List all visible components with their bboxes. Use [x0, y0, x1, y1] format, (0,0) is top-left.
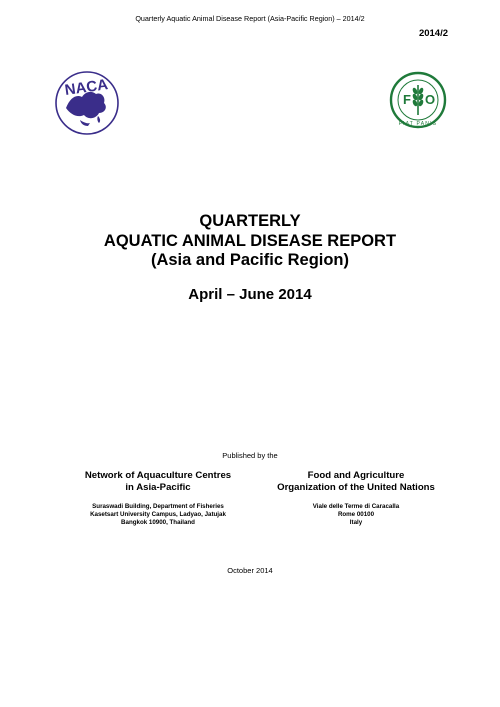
- publisher-address: [58, 503, 258, 528]
- naca-logo-icon: [54, 70, 120, 136]
- address-line-1: Suraswadi Building, Department of Fisheries: [92, 503, 224, 510]
- fao-motto: FIAT PANIS: [398, 121, 438, 127]
- title-line-2: AQUATIC ANIMAL DISEASE REPORT: [103, 231, 397, 250]
- issue-number: 2014/2: [418, 28, 448, 39]
- svg-text:F: F: [403, 92, 411, 107]
- report-title: [0, 212, 500, 271]
- naca-logo-text: NACA: [63, 76, 110, 99]
- publisher-address: [256, 503, 456, 528]
- publisher-name-line-1: Network of Aquaculture Centres: [84, 470, 232, 481]
- publication-date: October 2014: [227, 566, 273, 575]
- address-line-2: Rome 00100: [337, 511, 375, 519]
- address-line-2: Kasetsart University Campus, Ladyao, Jatujak: [90, 511, 226, 519]
- fao-logo-icon: [389, 71, 447, 129]
- publisher-fao: [256, 470, 456, 528]
- title-line-1: QUARTERLY: [199, 212, 301, 230]
- report-period: April – June 2014: [188, 286, 312, 303]
- address-line-3: Italy: [349, 519, 363, 527]
- address-line-3: Bangkok 10900, Thailand: [121, 519, 195, 527]
- address-line-1: Viale delle Terme di Caracalla: [312, 503, 400, 510]
- publisher-name-line-1: Food and Agriculture: [307, 470, 405, 481]
- publisher-name-line-2: in Asia-Pacific: [125, 481, 191, 493]
- title-line-3: (Asia and Pacific Region): [150, 251, 350, 269]
- publisher-name-line-2: Organization of the United Nations: [277, 481, 435, 493]
- published-by: Published by the: [222, 451, 278, 460]
- running-header: Quarterly Aquatic Animal Disease Report (Asia-Pacific Region) – 2014/2: [135, 14, 365, 23]
- publisher-naca: [58, 470, 258, 528]
- svg-text:O: O: [425, 92, 436, 107]
